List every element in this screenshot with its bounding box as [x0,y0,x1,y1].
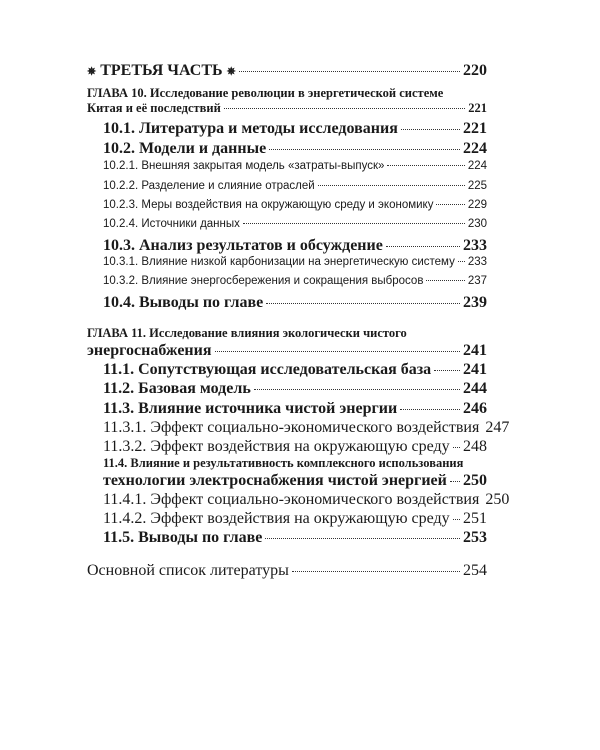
entry-label: 11.5. Выводы по главе [103,529,263,546]
page-number: 250 [485,491,510,508]
dot-leader [458,261,465,262]
entry-label: 11.1. Сопутствующая исследовательская база [103,361,432,378]
page-number: 251 [463,510,487,527]
entry-label: 10.1. Литература и методы исследования [103,120,398,137]
page-number: 229 [467,199,487,211]
page-number: 244 [463,380,487,397]
entry-label: 11.3.1. Эффект социально-экономического воздействия [103,419,480,436]
entry-label: 11.3. Влияние источника чистой энергии [103,400,398,417]
entry-label: 11.2. Базовая модель [103,380,251,397]
toc-entry-10-2-1[interactable] [103,160,487,172]
toc-entry-11-1[interactable] [103,361,487,379]
entry-label: Основной список литературы [87,562,289,579]
dot-leader [453,447,460,448]
page-number: 248 [463,438,487,455]
dot-leader [436,204,464,205]
toc-entry-chapter-11[interactable] [87,342,487,360]
toc-entry-10-3-1[interactable] [103,256,487,268]
page-number: 241 [463,361,487,378]
dot-leader [224,108,465,109]
page-number: 224 [463,140,487,157]
toc-entry-10-3-2[interactable] [103,275,487,287]
page-number: 233 [463,237,487,254]
dot-leader [400,409,460,410]
entry-label: 11.3.2. Эффект воздействия на окружающую среду [103,438,450,455]
dot-leader [318,185,465,186]
dot-leader [292,571,460,572]
toc-entry-10-2-2[interactable] [103,180,487,192]
dot-leader [269,149,460,150]
page-number: 241 [463,342,487,359]
toc-entry-10-1[interactable] [103,120,487,138]
page-number: 254 [463,562,487,579]
dot-leader [243,223,465,224]
toc-entry-11-3-1[interactable] [103,419,510,437]
toc-entry-11-5[interactable] [103,529,487,547]
dot-leader [386,246,460,247]
toc-entry-10-2-4[interactable] [103,218,487,230]
dot-leader [453,519,460,520]
entry-label: 11.4.2. Эффект воздействия на окружающую среду [103,510,450,527]
chapter-11-title-line1[interactable]: ГЛАВА 11. Исследование влияния экологически чистого [87,326,407,340]
dot-leader [450,481,460,482]
chapter-10-title-line1[interactable]: ГЛАВА 10. Исследование революции в энергетической системе [87,86,444,100]
page-number: 224 [467,160,487,172]
entry-label: 10.3.2. Влияние энергосбережения и сокращения выбросов [103,275,424,287]
page-number: 246 [463,400,487,417]
dot-leader [387,165,464,166]
page-number: 221 [468,101,487,115]
entry-label: 10.2.3. Меры воздействия на окружающую среду и экономику [103,199,434,211]
toc-entry-10-2-3[interactable] [103,199,487,211]
dot-leader [239,71,460,72]
toc-entry-bibliography[interactable] [87,562,487,580]
dot-leader [215,351,460,352]
entry-label: технологии электроснабжения чистой энергией [103,472,447,489]
dot-leader [426,280,464,281]
page-number: 220 [463,62,487,79]
page-number: 233 [467,256,487,268]
dot-leader [265,538,460,539]
entry-label: 10.2. Модели и данные [103,140,267,157]
entry-label: 10.3.1. Влияние низкой карбонизации на энергетическую систему [103,256,455,268]
page-number: 225 [467,180,487,192]
toc-entry-11-4[interactable] [103,472,487,490]
star-ornament-icon: ✵ [87,66,97,78]
toc-entry-10-3[interactable] [103,237,487,255]
dot-leader [254,389,460,390]
toc-entry-11-3-2[interactable] [103,438,487,456]
toc-entry-chapter-10[interactable] [87,101,487,116]
toc-entry-11-2[interactable] [103,380,487,398]
entry-label: 10.2.4. Источники данных [103,218,240,230]
dot-leader [434,370,460,371]
entry-label: 11.4.1. Эффект социально-экономического воздействия [103,491,480,508]
page-number: 250 [463,472,487,489]
toc-entry-part[interactable] [87,62,487,80]
dot-leader [401,129,460,130]
toc-entry-11-4-1[interactable] [103,491,510,509]
page-number: 253 [463,529,487,546]
entry-label: 10.2.1. Внешняя закрытая модель «затраты-выпуск» [103,160,385,172]
page-number: 247 [485,419,510,436]
entry-label: 10.2.2. Разделение и слияние отраслей [103,180,315,192]
entry-label: 10.4. Выводы по главе [103,294,264,311]
entry-11-4-line1[interactable]: 11.4. Влияние и результативность комплексного использования [103,456,464,470]
chapter-11-title-line2: энергоснабжения [87,342,212,359]
part-title: ТРЕТЬЯ ЧАСТЬ [100,62,223,79]
page-number: 237 [467,275,487,287]
star-ornament-icon: ✵ [226,66,236,78]
toc-entry-11-3[interactable] [103,400,487,418]
toc-entry-11-4-2[interactable] [103,510,487,528]
toc-entry-10-4[interactable] [103,294,487,312]
toc-entry-10-2[interactable] [103,140,487,158]
page-number: 221 [463,120,487,137]
entry-label: 10.3. Анализ результатов и обсуждение [103,237,383,254]
page-number: 230 [467,218,487,230]
chapter-10-title-line2: Китая и её последствий [87,101,221,115]
dot-leader [266,303,460,304]
page-number: 239 [463,294,487,311]
